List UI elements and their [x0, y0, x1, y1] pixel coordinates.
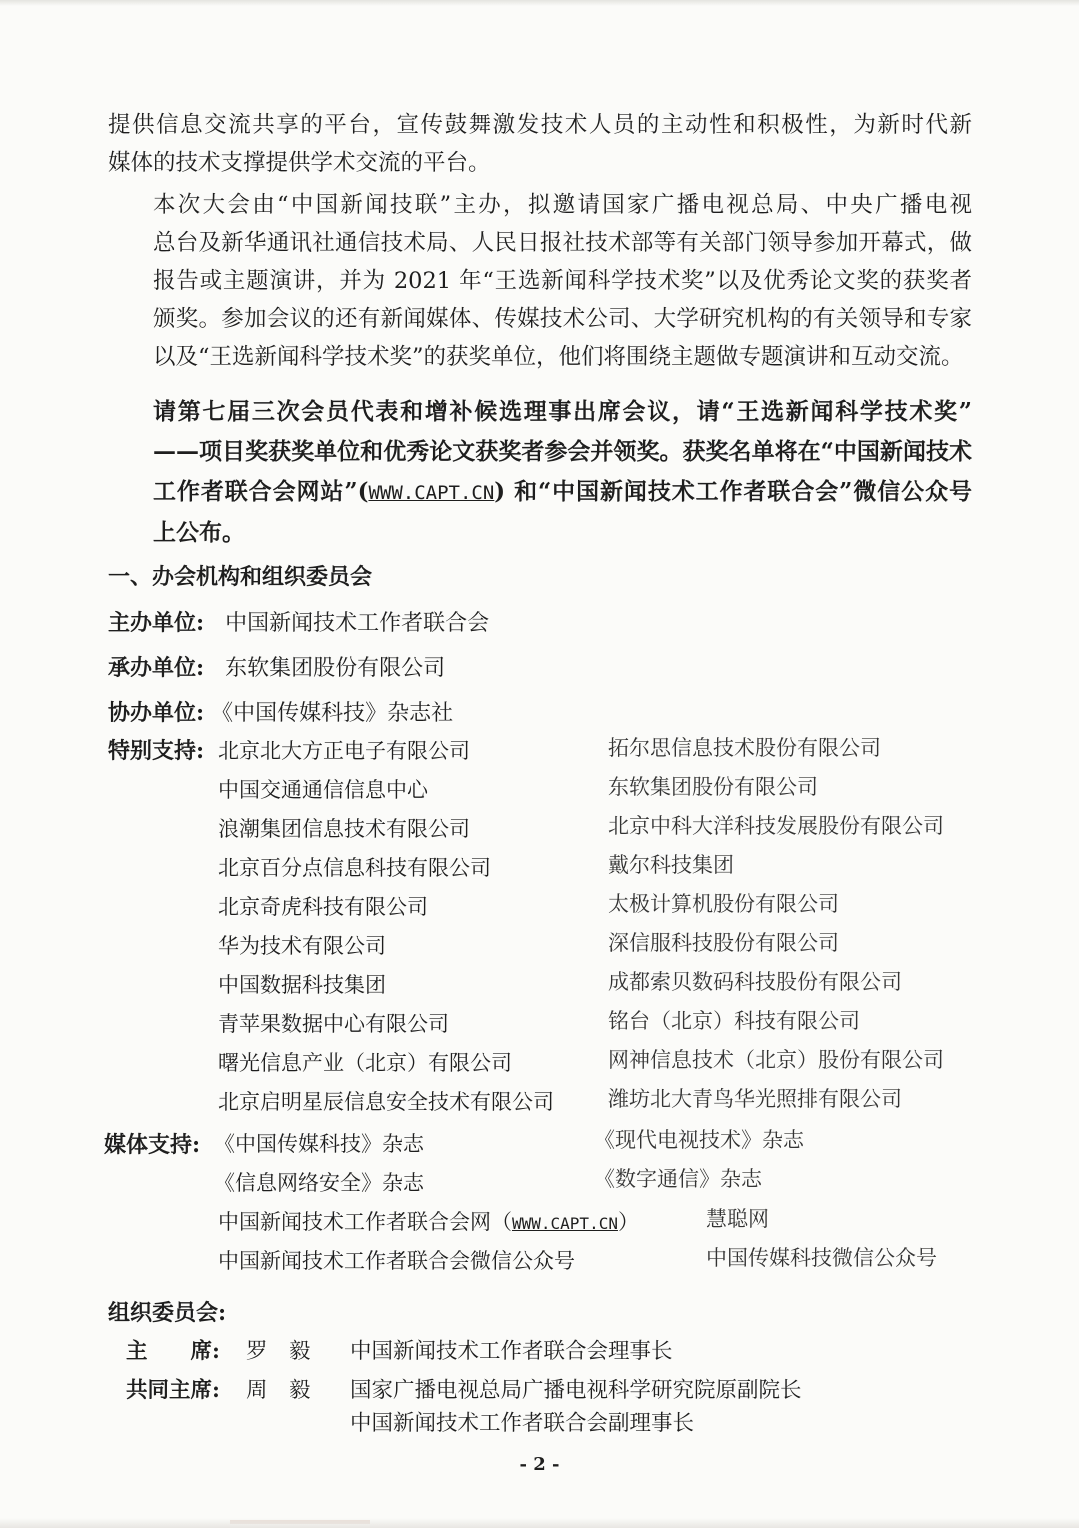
special-right-item: 北京中科大洋科技发展股份有限公司 — [608, 814, 944, 838]
cochair-role: 共同主席: — [126, 1378, 220, 1403]
text-line — [108, 472, 972, 513]
text-line: 报告或主题演讲，并为 2021 年“王选新闻科学技术奖”以及优秀论文奖的获奖者 — [153, 268, 972, 294]
chair-role: 主 席: — [126, 1339, 220, 1364]
page-number: - 2 - — [519, 1454, 560, 1475]
special-right-item: 潍坊北大青鸟华光照排有限公司 — [608, 1087, 902, 1111]
media-left-item: 中国新闻技术工作者联合会微信公众号 — [218, 1249, 575, 1273]
chair-position: 中国新闻技术工作者联合会理事长 — [350, 1339, 673, 1364]
co-organizer-value: 《中国传媒科技》杂志社 — [211, 701, 454, 726]
special-left-item: 北京百分点信息科技有限公司 — [218, 856, 491, 880]
special-right-item: 东软集团股份有限公司 — [608, 775, 818, 799]
committee-cochair-row — [0, 1373, 1079, 1405]
chair-name: 罗 毅 — [246, 1339, 311, 1364]
committee-chair-row — [0, 1334, 1079, 1366]
text-line: 以及“王选新闻科学技术奖”的获奖单位，他们将围绕主题做专题演讲和互动交流。 — [153, 344, 964, 370]
special-right-item: 戴尔科技集团 — [608, 853, 734, 877]
text-fragment: ) 和“中国新闻技术工作者联合会”微信公众号 — [494, 478, 972, 505]
paragraph-conference-host — [108, 186, 972, 376]
text-line: 颁奖。参加会议的还有新闻媒体、传媒技术公司、大学研究机构的有关领导和专家 — [153, 306, 972, 332]
special-left-item: 北京启明星辰信息安全技术有限公司 — [218, 1090, 554, 1114]
special-left-item: 中国数据科技集团 — [218, 973, 386, 997]
committee-title: 组织委员会: — [108, 1300, 227, 1326]
special-left-item: 北京北大方正电子有限公司 — [218, 739, 470, 763]
text-line: 上公布。 — [153, 519, 245, 546]
host-value: 中国新闻技术工作者联合会 — [225, 611, 490, 636]
organizer-value: 东软集团股份有限公司 — [225, 656, 446, 681]
media-right-item: 中国传媒科技微信公众号 — [706, 1246, 937, 1270]
special-right-item: 深信服科技股份有限公司 — [608, 931, 839, 955]
co-organizer-row — [108, 696, 453, 727]
special-left-item: 华为技术有限公司 — [218, 934, 386, 958]
text-line: 本次大会由“中国新闻技联”主办，拟邀请国家广播电视总局、中央广播电视 — [153, 192, 972, 218]
special-right-item: 成都索贝数码科技股份有限公司 — [608, 970, 902, 994]
special-left-item: 浪潮集团信息技术有限公司 — [218, 817, 470, 841]
scan-edge-top — [0, 0, 1079, 6]
special-left-item: 曙光信息产业（北京）有限公司 — [218, 1051, 512, 1075]
media-text: 中国新闻技术工作者联合会网（ — [218, 1210, 512, 1234]
website-link[interactable]: WWW.CAPT.CN — [368, 482, 495, 504]
special-left-item: 青苹果数据中心有限公司 — [218, 1012, 449, 1036]
media-right-item: 慧聪网 — [706, 1207, 769, 1231]
special-left-item: 北京奇虎科技有限公司 — [218, 895, 428, 919]
scan-edge-bottom — [0, 1518, 1079, 1528]
text-line: ——项目奖获奖单位和优秀论文获奖者参会并领奖。获奖名单将在“中国新闻技术 — [153, 438, 972, 465]
host-row — [108, 606, 489, 637]
media-left-item — [218, 1206, 639, 1236]
special-right-item: 网神信息技术（北京）股份有限公司 — [608, 1048, 944, 1072]
co-organizer-label: 协办单位: — [108, 700, 205, 726]
media-left-item: 《信息网络安全》杂志 — [214, 1171, 424, 1195]
media-support-label: 媒体支持: — [104, 1132, 201, 1158]
text-line: 提供信息交流共享的平台，宣传鼓舞激发技术人员的主动性和积极性，为新时代新 — [108, 112, 972, 138]
website-link[interactable]: WWW.CAPT.CN — [512, 1214, 618, 1233]
media-left-item: 《中国传媒科技》杂志 — [214, 1132, 424, 1156]
media-right-item: 《现代电视技术》杂志 — [594, 1128, 804, 1152]
paragraph-invitation — [108, 392, 972, 553]
special-right-item: 铭台（北京）科技有限公司 — [608, 1009, 860, 1033]
cochair-position: 国家广播电视总局广播电视科学研究院原副院长 — [350, 1378, 802, 1403]
text-line: 媒体的技术支撑提供学术交流的平台。 — [108, 150, 491, 176]
special-left-item: 中国交通通信信息中心 — [218, 778, 428, 802]
text-line: 请第七届三次会员代表和增补候选理事出席会议，请“王选新闻科学技术奖” — [153, 398, 972, 425]
cochair-name: 周 毅 — [246, 1378, 311, 1403]
host-label: 主办单位: — [108, 610, 205, 636]
paragraph-intro-continued — [108, 106, 972, 182]
text-line: 总台及新华通讯社通信技术局、人民日报社技术部等有关部门领导参加开幕式，做 — [153, 230, 972, 256]
special-right-item: 太极计算机股份有限公司 — [608, 892, 839, 916]
special-support-label: 特别支持: — [108, 738, 205, 764]
organizer-row — [108, 651, 445, 682]
text-fragment: 工作者联合会网站”( — [153, 478, 369, 505]
special-right-item: 拓尔思信息技术股份有限公司 — [608, 736, 881, 760]
media-text: ） — [617, 1210, 639, 1234]
section-heading: 一、办会机构和组织委员会 — [108, 564, 373, 590]
cochair-position-2: 中国新闻技术工作者联合会副理事长 — [350, 1411, 695, 1436]
organizer-label: 承办单位: — [108, 655, 205, 681]
media-right-item: 《数字通信》杂志 — [594, 1167, 762, 1191]
